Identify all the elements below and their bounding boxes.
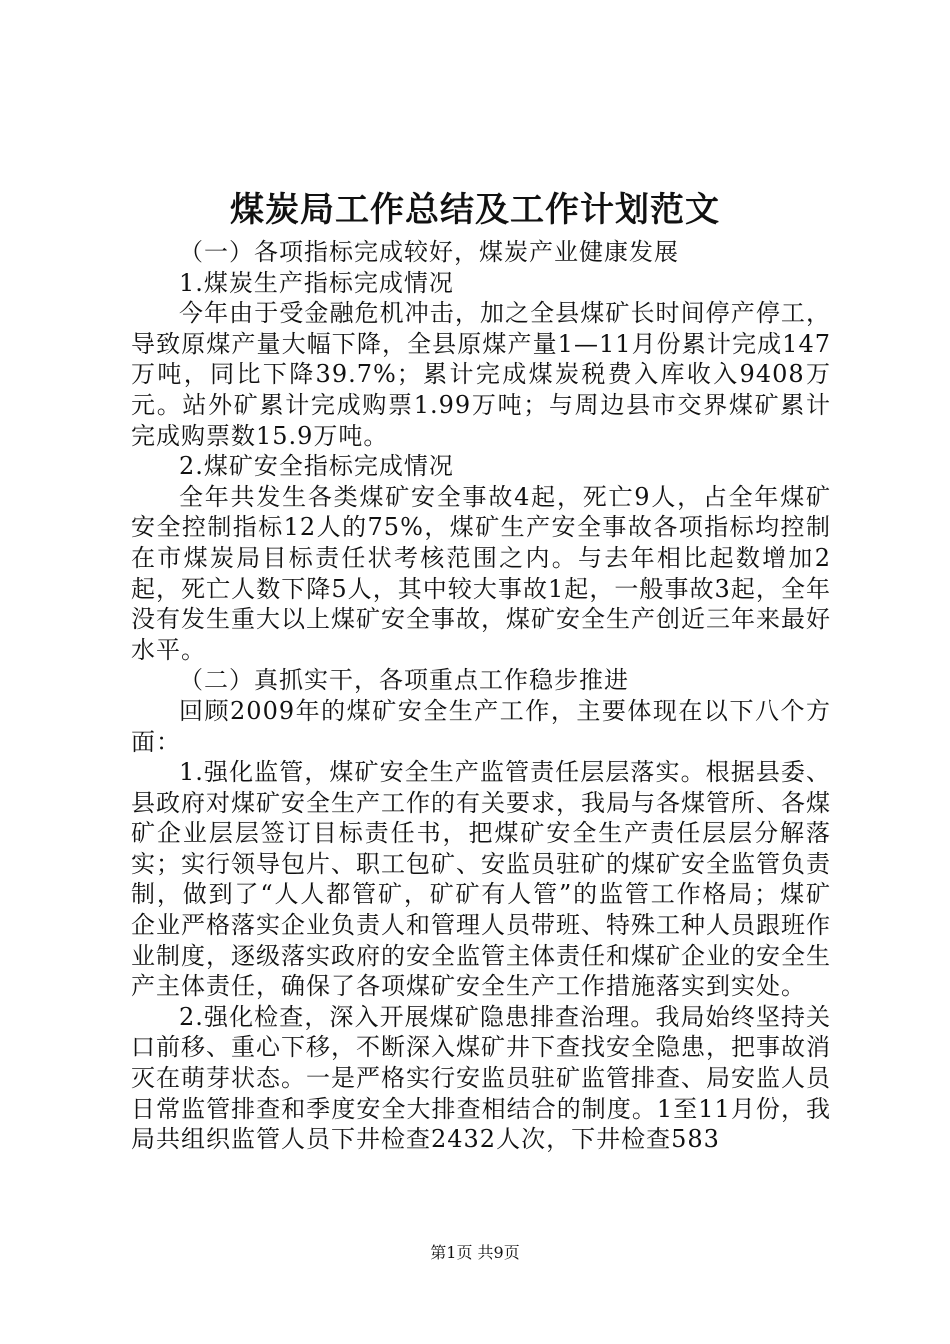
paragraph-production: 今年由于受金融危机冲击，加之全县煤矿长时间停产停工，导致原煤产量大幅下降，全县原煤产量1—11月份累计完成147万吨，同比下降39.7%；累计完成煤炭税费入库收入9408万元。站外矿累计完成购票1.99万吨；与周边县市交界煤矿累计完成购票数15.9万吨。	[131, 299, 831, 450]
paragraph-inspection: 2.强化检查，深入开展煤矿隐患排查治理。我局始终坚持关口前移、重心下移，不断深入煤矿井下查找安全隐患，把事故消灭在萌芽状态。一是严格实行安监员驻矿监管排查、局安监人员日常监管排查和季度安全大排查相结合的制度。1至11月份，我局共组织监管人员下井检查2432人次，下井检查583	[131, 1002, 831, 1154]
page-footer: 第1页 共9页	[430, 1243, 520, 1262]
paragraph-review: 回顾2009年的煤矿安全生产工作，主要体现在以下八个方面：	[131, 696, 831, 756]
section-heading-2: （二）真抓实干，各项重点工作稳步推进	[179, 666, 629, 695]
document-body	[131, 237, 831, 1155]
paragraph-supervision: 1.强化监管，煤矿安全生产监管责任层层落实。根据县委、县政府对煤矿安全生产工作的有关要求，我局与各煤管所、各煤矿企业层层签订目标责任书，把煤矿安全生产责任层层分解落实；实行领导包片、职工包矿、安监员驻矿的煤矿安全监管负责制，做到了“人人都管矿，矿矿有人管”的监管工作格局；煤矿企业严格落实企业负责人和管理人员带班、特殊工种人员跟班作业制度，逐级落实政府的安全监管主体责任和煤矿企业的安全生产主体责任，确保了各项煤矿安全生产工作措施落实到实处。	[131, 758, 831, 1001]
subsection-heading-1-2: 2.煤矿安全指标完成情况	[179, 452, 454, 481]
section-heading-1: （一）各项指标完成较好，煤炭产业健康发展	[179, 238, 679, 266]
document-title: 煤炭局工作总结及工作计划范文	[230, 190, 720, 230]
paragraph-safety: 全年共发生各类煤矿安全事故4起，死亡9人，占全年煤矿安全控制指标12人的75%，煤矿生产安全事故各项指标均控制在市煤炭局目标责任状考核范围之内。与去年相比起数增加2起，死亡人数下降5人，其中较大事故1起，一般事故3起，全年没有发生重大以上煤矿安全事故，煤矿安全生产创近三年来最好水平。	[131, 482, 831, 664]
subsection-heading-1-1: 1.煤炭生产指标完成情况	[179, 268, 454, 297]
